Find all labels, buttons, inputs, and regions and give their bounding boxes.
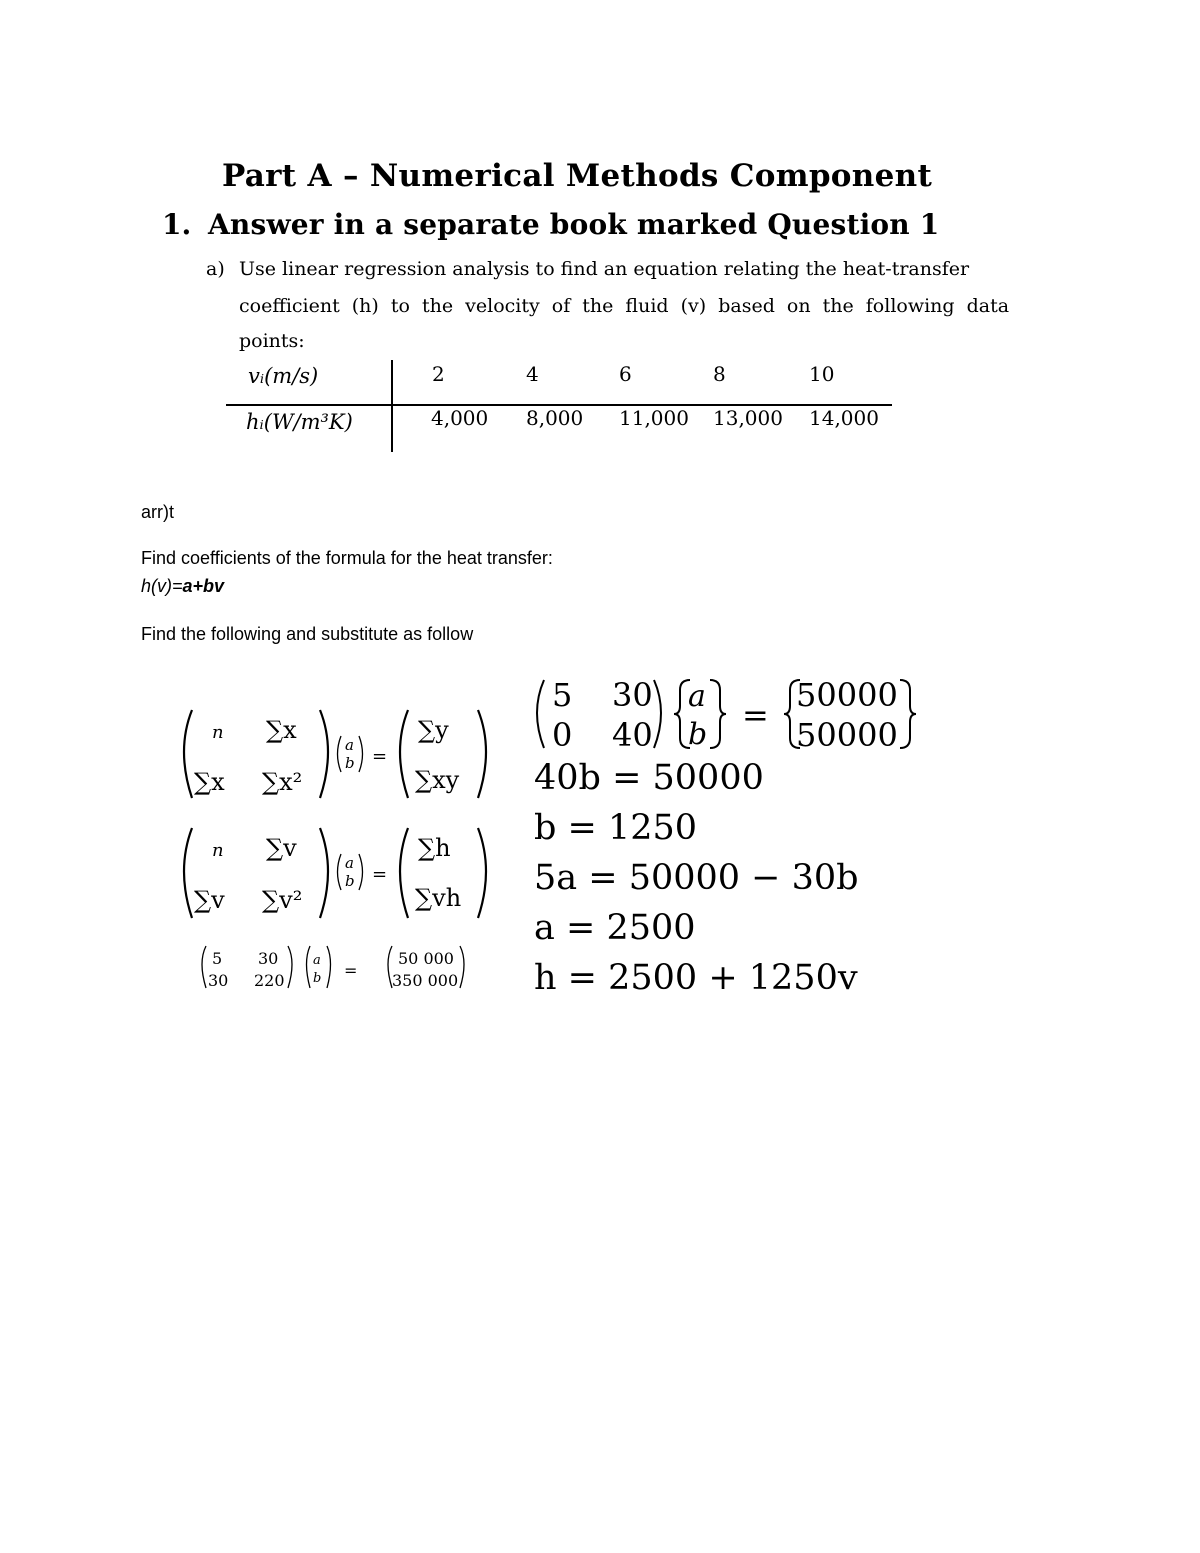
left-paren [307,946,311,988]
matrix-entry: ∑v [266,834,297,862]
matrix-entry: n [212,840,224,861]
right-paren [478,828,486,918]
vector-entry: a [313,953,321,968]
matrix-entry: 0 [552,716,573,754]
matrix-entry: ∑x² [262,768,303,796]
part-title: Part A – Numerical Methods Component [222,158,933,194]
question-heading: Answer in a separate book marked Question 1 [208,208,940,241]
table-cell-v: 8 [713,362,726,386]
left-paren [184,828,192,918]
table-cell-h: 13,000 [713,406,783,430]
solution-step: 5a = 50000 − 30b [534,858,859,898]
question-a-label: a) [206,258,225,280]
matrix-entry: ∑v [194,886,225,914]
table-cell-v: 10 [809,362,835,386]
right-paren [359,854,363,890]
matrix-entry: n [212,722,224,743]
vector-entry: b [345,754,355,772]
right-paren [654,680,661,748]
question-a-line-2: coefficient (h) to the velocity of the fluid (v) based on the following data [239,295,1010,317]
right-paren [288,946,292,988]
table-row-label-velocity: vᵢ(m/s) [248,364,319,388]
right-paren [320,710,328,798]
right-paren [478,710,486,798]
vector-entry: b [313,971,322,986]
question-a-line-3: points: [239,330,305,352]
stray-text: arr)t [141,502,174,522]
right-paren [359,736,363,772]
right-paren [320,828,328,918]
solution-step: a = 2500 [534,908,696,948]
solution-step: b = 1250 [534,808,698,848]
equals-sign: = [742,696,769,734]
right-paren [460,946,464,988]
table-cell-h: 8,000 [526,406,584,430]
matrix-entry: 30 [612,676,653,714]
table-cell-v: 4 [526,362,539,386]
rhs-entry: 50000 [796,676,898,714]
matrix-entry: ∑x [194,768,225,796]
rhs-entry: 50000 [796,716,898,754]
question-number: 1. [162,208,192,241]
formula-function: h(v)= [141,576,183,596]
table-cell-h: 11,000 [619,406,689,430]
rhs-entry: ∑xy [415,766,460,794]
left-paren [400,710,408,798]
equals-sign: = [372,746,388,767]
matrix-entry: 5 [212,949,223,968]
data-table [226,358,892,452]
left-paren [537,680,544,748]
table-cell-h: 14,000 [809,406,879,430]
reduced-system-figure [530,672,930,762]
matrix-entry: ∑v² [262,886,303,914]
table-row-label-heat: hᵢ(W/m³K) [246,410,353,434]
left-paren [184,710,192,798]
solution-step: h = 2500 + 1250v [534,958,858,998]
vector-entry: a [688,679,706,714]
table-cell-v: 2 [432,362,445,386]
equals-sign: = [372,864,388,885]
vector-entry: a [345,854,354,872]
matrix-entry: 40 [612,716,653,754]
matrix-entry: 5 [552,676,573,714]
left-paren [202,946,206,988]
equals-sign: = [344,961,358,980]
instruction-text-2: Find the following and substitute as follow [141,624,474,644]
left-paren [338,736,342,772]
question-a-line-1: Use linear regression analysis to find an equation relating the heat-transfer [239,258,970,280]
matrix-entry: 30 [258,949,279,968]
formula-terms: a+bv [182,576,225,596]
normal-equations-figure [170,690,510,1010]
right-brace [900,680,916,748]
right-paren [327,946,331,988]
rhs-entry: ∑vh [415,884,462,912]
right-brace [710,680,726,748]
rhs-entry: 350 000 [392,971,459,990]
vector-entry: a [345,736,354,754]
table-cell-h: 4,000 [431,406,489,430]
vector-entry: b [688,717,708,752]
table-vertical-rule [391,360,393,452]
table-cell-v: 6 [619,362,632,386]
solution-step: 40b = 50000 [534,758,764,798]
left-paren [400,828,408,918]
left-paren [338,854,342,890]
formula-line [141,576,224,597]
vector-entry: b [345,872,355,890]
matrix-entry: ∑x [266,716,297,744]
rhs-entry: 50 000 [398,949,454,968]
matrix-entry: 30 [208,971,229,990]
matrix-entry: 220 [254,971,285,990]
rhs-entry: ∑y [418,716,449,744]
instruction-text: Find coefficients of the formula for the heat transfer: [141,548,553,568]
rhs-entry: ∑h [418,834,451,862]
